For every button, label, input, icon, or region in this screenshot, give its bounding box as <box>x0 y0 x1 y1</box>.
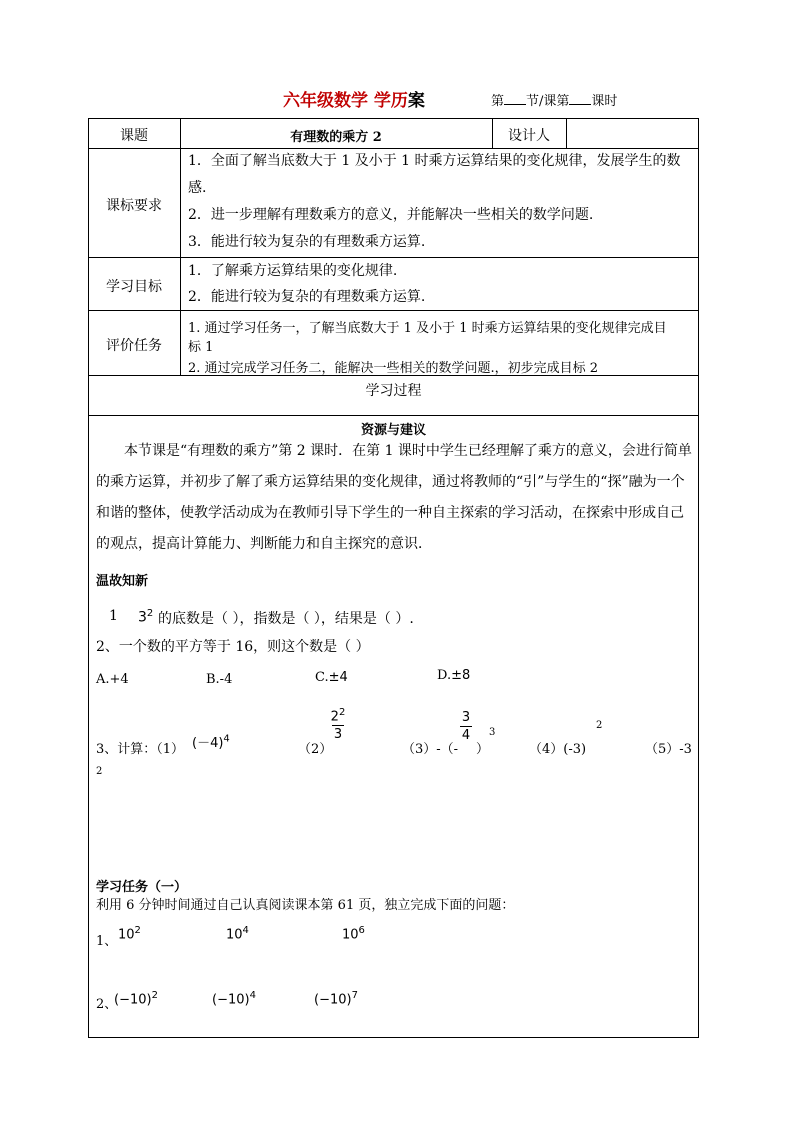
q1-number: 1 <box>109 608 118 624</box>
q3-4-label: （4）(-3) <box>529 742 587 757</box>
topic-label: 课题 <box>120 128 148 144</box>
q3-3-exponent: 3 <box>489 727 496 738</box>
eval-item: 标 1 <box>188 340 214 355</box>
standard-item: 2．进一步理解有理数乘方的意义，并能解决一些相关的数学问题. <box>188 207 594 223</box>
q1-power <box>138 608 153 626</box>
review-heading: 温故知新 <box>96 574 149 589</box>
lesson-suffix: 课时 <box>591 94 618 109</box>
power-exponent: 4 <box>242 925 249 936</box>
power-base: 10 <box>342 927 359 943</box>
power-exponent: 4 <box>249 990 256 1001</box>
title-xueli: 学历 <box>368 91 408 111</box>
q1-exponent: 2 <box>146 608 154 619</box>
power-expr <box>114 990 158 1007</box>
power-base: 10 <box>118 927 135 943</box>
option-d-value: ±8 <box>451 668 471 683</box>
designer-label: 设计人 <box>508 128 550 144</box>
option-d-label: D. <box>437 668 452 683</box>
period-blank[interactable] <box>569 92 591 105</box>
q1-text: 的底数是（ ），指数是（ ），结果是（ ）. <box>158 611 414 627</box>
q3-4-exponent: 2 <box>596 720 603 731</box>
eval-item: 1. 通过学习任务一，了解当底数大于 1 及小于 1 时乘方运算结果的变化规律完成目 <box>188 321 667 336</box>
q3-1-expr <box>192 732 230 751</box>
power-base: (−10) <box>212 992 250 1008</box>
power-expr <box>118 925 141 942</box>
q3-3-close: ） <box>476 742 490 757</box>
q3-2-denominator: 3 <box>333 727 343 743</box>
title-subject: 数学 <box>334 91 368 111</box>
q3-2-numerator: 2 <box>330 709 339 725</box>
power-expr <box>314 990 358 1007</box>
lesson-middle: 节/课第 <box>526 94 570 109</box>
topic-value: 有理数的乘方 2 <box>290 130 382 145</box>
option-b[interactable]: B.-4 <box>206 672 233 687</box>
power-expr <box>342 925 365 942</box>
power-expr <box>226 925 249 942</box>
q3-1-exponent: 4 <box>223 733 230 745</box>
goal-item: 2．能进行较为复杂的有理数乘方运算. <box>188 289 426 305</box>
task1-instruction: 利用 6 分钟时间通过自己认真阅读课本第 61 页，独立完成下面的问题： <box>96 898 515 913</box>
q3-2-fraction <box>328 707 348 742</box>
task1-row1-label: 1、 <box>96 934 118 949</box>
q3-5-label: （5）-3 <box>645 742 692 757</box>
power-expr <box>212 990 256 1007</box>
standards-label: 课标要求 <box>106 198 162 214</box>
q3-3-numerator: 3 <box>461 710 471 725</box>
page-title <box>283 86 425 111</box>
standard-item: 1．全面了解当底数大于 1 及小于 1 时乘方运算结果的变化规律，发展学生的数 <box>188 153 681 169</box>
row-divider <box>88 415 699 416</box>
intro-paragraph: 本节课是“有理数的乘方”第 2 课时．在第 1 课时中学生已经理解了乘方的意义，会进行简单的乘方运算，并初步了解了乘方运算结果的变化规律，通过将教师的“引”与学生的“探”融为一个和谐的整体，使教学活动成为在教师引导下学生的一种自主探索的学习活动，在探索中形成自己的观点，提高计算能力、判断能力和自主探究的意识． <box>96 443 692 552</box>
title-an: 案 <box>407 91 425 111</box>
goals-label: 学习目标 <box>106 279 162 295</box>
option-a[interactable]: A.+4 <box>96 672 129 687</box>
section-blank[interactable] <box>504 92 526 105</box>
q3-2-exponent: 2 <box>338 707 346 718</box>
eval-item: 2. 通过完成学习任务二，能解决一些相关的数学问题.，初步完成目标 2 <box>188 361 599 376</box>
power-base: (−10) <box>114 992 152 1008</box>
q3-5-exponent: 2 <box>96 766 103 777</box>
option-c-value: ±4 <box>328 670 348 685</box>
resources-heading: 资源与建议 <box>360 423 426 438</box>
eval-label: 评价任务 <box>106 338 162 354</box>
q3-3-fraction <box>457 710 475 743</box>
goal-item: 1．了解乘方运算结果的变化规律. <box>188 263 398 279</box>
lesson-prefix: 第 <box>491 94 505 109</box>
power-exponent: 2 <box>134 925 141 936</box>
power-base: 10 <box>226 927 243 943</box>
q3-2-label: （2） <box>298 742 333 757</box>
task1-heading: 学习任务（一） <box>96 880 188 895</box>
lesson-info <box>491 90 617 109</box>
col-divider <box>566 118 567 148</box>
standard-item: 感. <box>188 180 207 196</box>
q3-3-label: （3）-（- <box>402 742 459 757</box>
q3-label: 3、计算：（1） <box>96 742 185 757</box>
power-exponent: 2 <box>151 990 158 1001</box>
title-grade: 六年级 <box>283 91 334 111</box>
fraction-bar <box>332 725 344 726</box>
option-c-label: C. <box>315 670 329 685</box>
q3-3-denominator: 4 <box>461 728 471 743</box>
standard-item: 3．能进行较为复杂的有理数乘方运算. <box>188 234 426 250</box>
q3-1-base: (－4) <box>192 736 224 751</box>
task1-row2-label: 2、 <box>96 997 118 1012</box>
power-exponent: 6 <box>358 925 365 936</box>
power-exponent: 7 <box>351 990 358 1001</box>
option-c[interactable] <box>315 670 348 685</box>
q2-text: 2、一个数的平方等于 16，则这个数是（ ） <box>96 639 370 655</box>
power-base: (−10) <box>314 992 352 1008</box>
fraction-bar <box>460 726 472 727</box>
option-d[interactable] <box>437 668 470 683</box>
col-divider <box>180 118 181 375</box>
q1-base: 3 <box>138 609 147 626</box>
process-label: 学习过程 <box>365 383 422 399</box>
